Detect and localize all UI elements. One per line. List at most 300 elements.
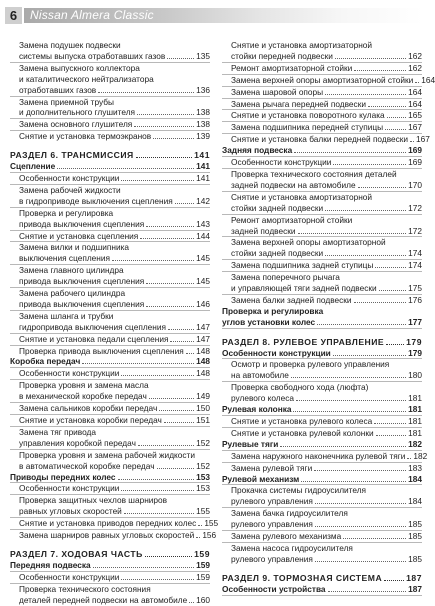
- toc-entry: [10, 427, 210, 450]
- toc-entry-title-line: Замена шланга и трубки: [19, 310, 114, 321]
- toc-entry-title-line: стойки задней подвески: [231, 248, 324, 259]
- toc-entry: [222, 450, 428, 463]
- toc-entry-title-line: Снятие и установка коробки передач: [19, 415, 162, 425]
- toc-entry-title-line: Ремонт амортизаторной стойки: [231, 214, 353, 225]
- toc-entry-title-line: Замена поперечного рычага: [231, 272, 340, 283]
- dot-leader: [170, 341, 194, 342]
- dot-leader: [145, 556, 192, 557]
- toc-entry-title-line: Особенности конструкции: [19, 483, 120, 494]
- toc-entry-title-line: и дополнительного глушителя: [19, 107, 136, 118]
- toc-entry-title-line: Замена приемной трубы: [19, 96, 114, 107]
- toc-entry-title-line: в гидроприводе выключения сцепления: [19, 195, 173, 206]
- toc-section: [222, 404, 422, 416]
- toc-page-number: 146: [196, 298, 210, 309]
- toc-entry-title-line: управления коробкой передач: [19, 437, 136, 448]
- toc-entry-title-line: рулевого управления: [231, 519, 313, 530]
- page-header: [0, 0, 423, 27]
- dot-leader: [121, 375, 194, 376]
- dot-leader: [379, 290, 407, 291]
- toc-right-column: [222, 40, 435, 596]
- toc-page-number: 167: [416, 134, 430, 145]
- toc-chapter: [10, 549, 210, 560]
- dot-leader: [325, 210, 406, 211]
- toc-entry-title-line: Замена бачка гидроусилителя: [231, 508, 348, 519]
- dot-leader: [375, 267, 406, 268]
- dot-leader: [168, 329, 194, 330]
- toc-entry-title-line: Рулевой механизм: [222, 473, 300, 484]
- dot-leader: [146, 226, 194, 227]
- dot-leader: [296, 400, 406, 401]
- toc-page-number: 152: [196, 437, 210, 448]
- toc-page-number: 187: [406, 572, 422, 583]
- toc-entry: [10, 119, 210, 131]
- toc-entry-title-line: Сцепление: [10, 161, 56, 172]
- toc-page-number: 149: [196, 391, 210, 402]
- toc-entry-title-line: Рулевая колонка: [222, 404, 292, 415]
- toc-entry: [222, 110, 422, 122]
- toc-page-number: 181: [408, 393, 422, 404]
- toc-page-number: 151: [196, 415, 210, 425]
- toc-page-number: 155: [204, 518, 219, 529]
- toc-page-number: 180: [408, 370, 422, 381]
- toc-entry: [10, 173, 210, 185]
- toc-page-number: 182: [413, 450, 428, 461]
- toc-entry-title-line: привода выключения сцепления: [19, 298, 145, 309]
- dot-leader: [112, 260, 194, 261]
- toc-entry-title-line: Замена основного глушителя: [19, 119, 133, 130]
- toc-entry-title-line: гидропривода выключения сцепления: [19, 321, 166, 332]
- toc-entry-title-line: Замена верхней опоры амортизаторной стойки: [231, 74, 414, 85]
- toc-entry: [222, 463, 422, 474]
- toc-page-number: 150: [196, 403, 210, 414]
- toc-entry: [10, 208, 210, 231]
- dot-leader: [415, 82, 419, 83]
- toc-entry-title-line: Замена насоса гидроусилителя: [231, 542, 353, 553]
- dot-leader: [293, 411, 406, 412]
- toc-entry-title-line: задней подвески: [231, 225, 296, 236]
- dot-leader: [157, 468, 195, 469]
- toc-page-number: 144: [196, 230, 210, 241]
- dot-leader: [175, 203, 194, 204]
- toc-page-number: 170: [408, 179, 422, 190]
- toc-entry-title-line: Замена подшипника передней ступицы: [231, 122, 384, 133]
- toc-section: [222, 439, 422, 451]
- dot-leader: [298, 233, 407, 234]
- toc-page-number: 181: [408, 416, 422, 426]
- dot-leader: [325, 255, 406, 256]
- toc-chapter: [10, 150, 210, 161]
- toc-page-number: 148: [196, 368, 210, 379]
- toc-entry: [222, 122, 422, 134]
- toc-entry: [10, 530, 217, 541]
- toc-section: [222, 145, 422, 157]
- toc-entry-title-line: углов установки колес: [222, 316, 316, 327]
- toc-entry-title-line: Прокачка системы гидроусилителя: [231, 485, 367, 496]
- toc-entry: [10, 584, 210, 606]
- toc-entry-title-line: Замена шаровой опоры: [231, 86, 324, 97]
- dot-leader: [121, 180, 194, 181]
- toc-entry: [10, 403, 210, 415]
- toc-entry: [222, 40, 422, 63]
- toc-entry-title-line: рулевого управления: [231, 496, 313, 507]
- toc-page-number: 169: [408, 157, 422, 168]
- dot-leader: [328, 591, 407, 592]
- toc-entry-title-line: Проверка свободного хода (люфта): [231, 382, 369, 393]
- toc-page-number: 153: [196, 483, 210, 494]
- toc-entry-title-line: Замена рулевой тяги: [231, 462, 313, 473]
- toc-entry: [222, 485, 422, 508]
- toc-page-number: 148: [196, 345, 210, 356]
- toc-page-number: 155: [196, 506, 210, 517]
- toc-entry: [222, 543, 422, 565]
- toc-entry-title-line: Особенности конструкции: [222, 347, 331, 358]
- toc-entry: [10, 97, 210, 120]
- toc-entry-title-line: Проверка защитных чехлов шарниров: [19, 495, 168, 506]
- toc-page-number: 174: [408, 248, 422, 259]
- toc-page-number: 187: [408, 583, 422, 594]
- dot-leader: [315, 561, 406, 562]
- dot-leader: [167, 58, 194, 59]
- dot-leader: [374, 423, 406, 424]
- toc-entry-title-line: равных угловых скоростей: [19, 506, 122, 517]
- toc-entry: [10, 63, 210, 97]
- toc-section: [222, 348, 422, 360]
- dot-leader: [294, 152, 406, 153]
- dot-leader: [354, 302, 407, 303]
- toc-entry-title-line: в автоматической коробке передач: [19, 460, 155, 471]
- toc-entry-title-line: Снятие и установка балки передней подвески: [231, 134, 409, 145]
- toc-entry: [10, 311, 210, 334]
- toc-page-number: 160: [196, 594, 210, 605]
- toc-entry-title-line: Замена тяг привода: [19, 426, 97, 437]
- dot-leader: [333, 355, 406, 356]
- toc-entry-title-line: Замена рычага передней подвески: [231, 98, 366, 109]
- dot-leader: [410, 141, 414, 142]
- dot-leader: [146, 283, 194, 284]
- dot-leader: [335, 58, 406, 59]
- toc-entry-title-line: Снятие и установка поворотного кулака: [231, 110, 385, 121]
- dot-leader: [124, 513, 194, 514]
- toc-entry-title-line: Снятие и установка сцепления: [19, 230, 139, 241]
- dot-leader: [134, 126, 194, 127]
- toc-entry-title-line: РАЗДЕЛ 8. РУЛЕВОЕ УПРАВЛЕНИЕ: [222, 336, 385, 347]
- dot-leader: [343, 538, 406, 539]
- dot-leader: [368, 106, 406, 107]
- toc-page-number: 145: [196, 276, 210, 287]
- toc-entry-title-line: Замена верхней опоры амортизаторной: [231, 237, 386, 248]
- toc-page-number: 185: [408, 519, 422, 530]
- dot-leader: [387, 117, 407, 118]
- toc-page-number: 184: [408, 473, 422, 484]
- toc-entry: [10, 40, 210, 63]
- toc-page-number: 156: [202, 530, 217, 541]
- toc-entry: [10, 368, 210, 380]
- toc-entry: [222, 215, 422, 238]
- toc-chapter: [222, 573, 422, 584]
- dot-leader: [354, 70, 406, 71]
- toc-entry-title-line: Снятие и установка приводов передних колес: [19, 518, 197, 529]
- toc-entry: [222, 416, 422, 428]
- toc-entry: [222, 63, 422, 75]
- toc-entry-title-line: Особенности конструкции: [231, 157, 332, 168]
- toc-entry: [10, 415, 210, 427]
- toc-entry: [10, 131, 210, 142]
- header-band: [24, 8, 423, 23]
- toc-entry-title-line: привода выключения сцепления: [19, 276, 145, 287]
- dot-leader: [386, 344, 404, 345]
- toc-entry-title-line: Проверка и регулировка: [222, 305, 324, 316]
- toc-section: [222, 584, 422, 596]
- toc-entry-title-line: Передняя подвеска: [10, 559, 91, 570]
- dot-leader: [333, 164, 406, 165]
- toc-page-number: 175: [408, 283, 422, 294]
- toc-entry-title-line: Замена балки задней подвески: [231, 294, 352, 305]
- dot-leader: [189, 602, 194, 603]
- toc-entry: [10, 346, 210, 357]
- toc-entry: [10, 450, 210, 472]
- toc-entry: [10, 185, 210, 208]
- dot-leader: [82, 363, 194, 364]
- toc-page-number: 145: [196, 253, 210, 264]
- toc-page-number: 185: [408, 553, 422, 564]
- toc-entry-title-line: стойки задней подвески: [231, 202, 324, 213]
- toc-page-number: 167: [408, 122, 422, 133]
- toc-entry-title-line: Замена подшипника задней ступицы: [231, 260, 374, 271]
- toc-entry-title-line: задней подвески на автомобиле: [231, 179, 356, 190]
- toc-page-number: 164: [408, 86, 422, 97]
- dot-leader: [291, 377, 406, 378]
- toc-entry-title-line: РАЗДЕЛ 6. ТРАНСМИССИЯ: [10, 150, 134, 161]
- dot-leader: [136, 157, 192, 158]
- toc-page-number: 159: [196, 571, 210, 582]
- toc-page-number: 152: [196, 460, 210, 471]
- toc-entry: [222, 192, 422, 215]
- toc-entry-title-line: на автомобиле: [231, 370, 289, 381]
- toc-entry-title-line: Снятие и установка рулевой колонки: [231, 427, 374, 438]
- toc-entry: [10, 265, 210, 288]
- dot-leader: [138, 445, 194, 446]
- toc-page-number: 159: [194, 548, 210, 559]
- toc-page-number: 148: [196, 356, 210, 367]
- toc-page-number: 176: [408, 294, 422, 305]
- toc-entry-title-line: Проверка технического состояния: [19, 583, 151, 594]
- toc-page-number: 141: [196, 172, 210, 183]
- toc-section: [222, 306, 422, 329]
- dot-leader: [301, 481, 406, 482]
- toc-entry-title-line: Рулевые тяги: [222, 438, 279, 449]
- toc-entry: [10, 380, 210, 403]
- toc-page-number: 136: [196, 84, 210, 95]
- dot-leader: [315, 503, 406, 504]
- toc-section: [10, 161, 210, 173]
- toc-page-number: 172: [408, 202, 422, 213]
- toc-page-number: 179: [408, 347, 422, 358]
- dot-leader: [118, 479, 195, 480]
- toc-entry: [222, 428, 422, 439]
- dot-leader: [196, 537, 200, 538]
- dot-leader: [407, 458, 411, 459]
- toc-entry: [222, 260, 422, 272]
- toc-entry-title-line: Ремонт амортизаторной стойки: [231, 62, 353, 73]
- dot-leader: [140, 238, 194, 239]
- dot-leader: [385, 129, 406, 130]
- dot-leader: [314, 470, 406, 471]
- toc-page-number: 162: [408, 50, 422, 61]
- toc-chapter: [222, 337, 422, 348]
- toc-entry-title-line: Замена вилки и подшипника: [19, 242, 130, 253]
- toc-entry-title-line: рулевого управления: [231, 553, 313, 564]
- toc-entry-title-line: Проверка привода выключения сцепления: [19, 345, 184, 356]
- toc-entry-title-line: Снятие и установка амортизаторной: [231, 40, 373, 50]
- toc-page-number: 182: [408, 438, 422, 449]
- toc-page-number: 142: [196, 195, 210, 206]
- dot-leader: [280, 446, 406, 447]
- toc-entry: [222, 295, 422, 306]
- toc-page-number: 159: [196, 559, 210, 570]
- toc-entry: [222, 134, 430, 145]
- toc-page-number: 162: [408, 62, 422, 73]
- toc-section: [222, 474, 422, 486]
- dot-leader: [149, 398, 194, 399]
- toc-entry-title-line: Снятие и установка рулевого колеса: [231, 416, 373, 426]
- dot-leader: [146, 306, 194, 307]
- toc-entry: [222, 359, 422, 382]
- toc-page-number: 169: [408, 145, 422, 156]
- dot-leader: [384, 580, 404, 581]
- dot-leader: [315, 526, 406, 527]
- toc-entry-title-line: Особенности конструкции: [19, 571, 120, 582]
- page-number: 6: [5, 7, 22, 24]
- toc-entry-title-line: Замена выпускного коллектора: [19, 62, 140, 73]
- dot-leader: [121, 579, 194, 580]
- toc-page-number: 181: [408, 427, 422, 438]
- toc-entry-title-line: Снятие и установка амортизаторной: [231, 191, 373, 202]
- toc-entry-title-line: и управляющей тяги задней подвески: [231, 283, 377, 294]
- toc-entry-title-line: Приводы передних колес: [10, 471, 116, 482]
- toc-entry: [222, 74, 435, 87]
- toc-page-number: 138: [196, 119, 210, 130]
- toc-entry-title-line: в механической коробке передач: [19, 391, 147, 402]
- toc-entry-title-line: рулевого колеса: [231, 393, 295, 404]
- toc-entry: [222, 531, 422, 543]
- dot-leader: [121, 490, 194, 491]
- toc-entry-title-line: и каталитического нейтрализатора: [19, 73, 154, 84]
- toc-entry: [10, 572, 210, 584]
- toc-entry-title-line: Проверка уровня и замена масла: [19, 380, 149, 391]
- toc-entry: [10, 288, 210, 311]
- toc-page-number: 181: [408, 404, 422, 415]
- toc-entry-title-line: Особенности конструкции: [19, 368, 120, 379]
- toc-entry-title-line: Особенности конструкции: [19, 172, 120, 183]
- dot-leader: [93, 567, 195, 568]
- toc-entry-title-line: отработавших газов: [19, 84, 97, 95]
- toc-section: [10, 560, 210, 572]
- toc-page-number: 147: [196, 321, 210, 332]
- toc-entry: [10, 483, 210, 495]
- toc-entry: [10, 242, 210, 265]
- dot-leader: [198, 525, 202, 526]
- toc-entry: [10, 518, 219, 530]
- toc-entry-title-line: Задняя подвеска: [222, 145, 293, 156]
- toc-entry: [222, 272, 422, 295]
- toc-entry-title-line: Особенности устройства: [222, 583, 326, 594]
- dot-leader: [159, 410, 194, 411]
- dot-leader: [98, 92, 194, 93]
- toc-section: [10, 356, 210, 368]
- toc-page-number: 165: [408, 110, 422, 121]
- dot-leader: [57, 168, 194, 169]
- toc-entry: [10, 495, 210, 518]
- toc-entry: [10, 334, 210, 346]
- toc-entry-title-line: Замена шарниров равных угловых скоростей: [19, 530, 195, 541]
- toc-entry-title-line: Коробка передач: [10, 356, 81, 367]
- dot-leader: [376, 435, 407, 436]
- dot-leader: [317, 324, 406, 325]
- toc-entry-title-line: привода выключения сцепления: [19, 218, 145, 229]
- dot-leader: [153, 138, 194, 139]
- toc-entry: [222, 237, 422, 260]
- toc-entry-title-line: Снятие и установка педали сцепления: [19, 333, 169, 344]
- toc-page-number: 135: [196, 50, 210, 61]
- toc-page-number: 143: [196, 218, 210, 229]
- toc-page-number: 184: [408, 496, 422, 507]
- toc-page-number: 177: [408, 316, 422, 327]
- toc-entry: [10, 231, 210, 243]
- toc-entry: [222, 157, 422, 169]
- toc-entry: [222, 382, 422, 404]
- toc-entry: [222, 508, 422, 531]
- toc-page-number: 172: [408, 225, 422, 236]
- toc-entry-title-line: Замена главного цилиндра: [19, 265, 124, 276]
- toc-entry-title-line: Замена рабочей жидкости: [19, 184, 121, 195]
- toc-page-number: 141: [196, 161, 210, 172]
- toc-page-number: 138: [196, 107, 210, 118]
- toc-entry-title-line: стойки передней подвески: [231, 50, 333, 61]
- toc-entry-title-line: выключения сцепления: [19, 253, 111, 264]
- toc-entry-title-line: Замена наружного наконечника рулевой тяги: [231, 450, 406, 461]
- toc-section: [10, 472, 210, 484]
- dot-leader: [186, 353, 194, 354]
- toc-page-number: 139: [196, 131, 210, 142]
- toc-entry-title-line: Проверка технического состояния деталей: [231, 168, 397, 179]
- toc-page-number: 164: [421, 74, 435, 85]
- dot-leader: [358, 187, 407, 188]
- dot-leader: [325, 94, 406, 95]
- dot-leader: [164, 422, 194, 423]
- toc-entry-title-line: РАЗДЕЛ 9. ТОРМОЗНАЯ СИСТЕМА: [222, 572, 383, 583]
- toc-page-number: 147: [196, 333, 210, 344]
- toc-entry-title-line: РАЗДЕЛ 7. ХОДОВАЯ ЧАСТЬ: [10, 548, 143, 559]
- toc-entry-title-line: деталей передней подвески на автомобиле: [19, 594, 188, 605]
- book-title: Nissan Almera Classic: [30, 8, 154, 22]
- toc-page-number: 174: [408, 260, 422, 271]
- dot-leader: [137, 114, 194, 115]
- toc-page-number: 153: [196, 471, 210, 482]
- toc-page-number: 164: [408, 98, 422, 109]
- toc-entry-title-line: системы выпуска отработавших газов: [19, 50, 166, 61]
- toc-entry-title-line: Снятие и установка термоэкранов: [19, 131, 152, 142]
- toc-entry-title-line: Проверка и регулировка: [19, 207, 114, 218]
- toc-entry-title-line: Осмотр и проверка рулевого управления: [231, 359, 390, 370]
- toc-page-number: 185: [408, 531, 422, 542]
- toc-page-number: 141: [194, 150, 210, 161]
- toc-left-column: [10, 40, 219, 606]
- toc-entry-title-line: Замена сальников коробки передач: [19, 403, 158, 414]
- toc-entry-title-line: Замена рабочего цилиндра: [19, 288, 126, 299]
- toc-entry: [222, 87, 422, 99]
- toc-page-number: 179: [406, 336, 422, 347]
- toc-entry: [222, 169, 422, 192]
